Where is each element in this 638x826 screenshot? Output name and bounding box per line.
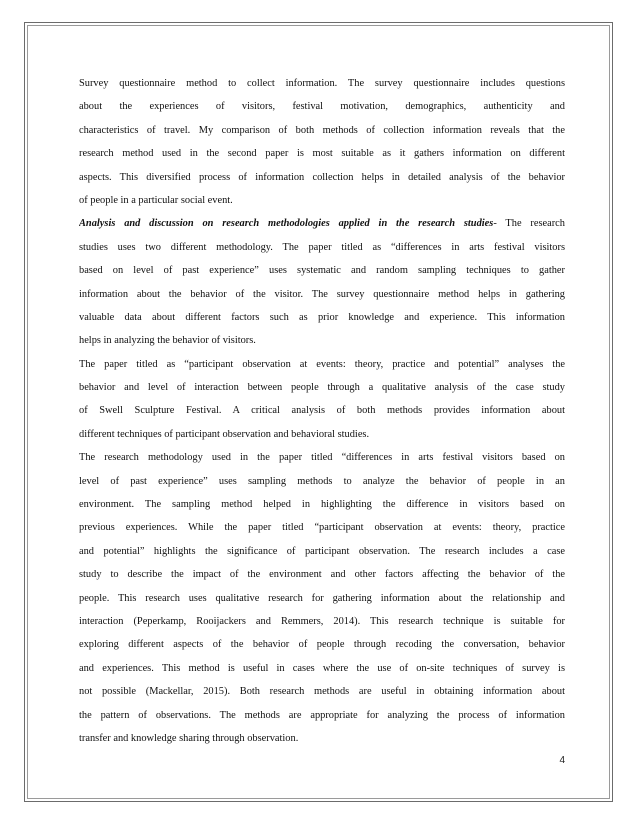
page-number: 4 xyxy=(559,755,565,766)
section-heading-line xyxy=(79,212,565,235)
text-line: aspects. This diversified process of information collection helps in detailed analysis of the behavior xyxy=(79,171,565,183)
text-line: interaction (Peperkamp, Rooijackers and Remmers, 2014). This research technique is suitable for xyxy=(79,615,565,627)
text-line: about the experiences of visitors, festival motivation, demographics, authenticity and xyxy=(79,101,565,113)
text-line: Survey questionnaire method to collect information. The survey questionnaire includes questions xyxy=(79,78,565,89)
text-line: environment. The sampling method helped in highlighting the difference in visitors based on xyxy=(79,499,565,511)
text-line: level of past experience” uses sampling methods to analyze the behavior of people in an xyxy=(79,475,565,487)
text-line: based on level of past experience” uses systematic and random sampling techniques to gather xyxy=(79,265,565,277)
text-line: information about the behavior of the visitor. The survey questionnaire method helps in gathering xyxy=(79,288,565,300)
text-line: of Swell Sculpture Festival. A critical analysis of both methods provides information about xyxy=(79,405,565,417)
text-line: different techniques of participant observation and behavioral studies. xyxy=(79,428,370,440)
text-fragment: - The research xyxy=(493,218,565,230)
text-line: characteristics of travel. My comparison of both methods of collection information reveals that the xyxy=(79,124,565,136)
text-line: the pattern of observations. The methods are appropriate for analyzing the process of information xyxy=(79,709,565,721)
text-line: study to describe the impact of the environment and other factors affecting the behavior of the xyxy=(79,569,565,581)
body-text xyxy=(79,72,565,750)
text-line: valuable data about different factors such as prior knowledge and experience. This information xyxy=(79,311,565,323)
text-line: of people in a particular social event. xyxy=(79,194,233,206)
text-line: and experiences. This method is useful in cases where the use of on-site techniques of survey is xyxy=(79,662,565,674)
text-line: not possible (Mackellar, 2015). Both research methods are useful in obtaining information about xyxy=(79,686,565,698)
text-line: behavior and level of interaction between people through a qualitative analysis of the case study xyxy=(79,382,565,394)
text-line: The research methodology used in the paper titled “differences in arts festival visitors based on xyxy=(79,452,565,464)
text-line: and potential” highlights the significance of participant observation. The research includes a case xyxy=(79,545,565,557)
text-line: studies uses two different methodology. The paper titled as “differences in arts festival visitors xyxy=(79,241,565,253)
text-line: exploring different aspects of the behavior of people through recoding the conversation, behavior xyxy=(79,639,565,651)
section-heading: Analysis and discussion on research methodologies applied in the research studies xyxy=(79,218,494,230)
text-line: The paper titled as “participant observation at events: theory, practice and potential” analyses the xyxy=(79,358,565,370)
text-line: transfer and knowledge sharing through observation. xyxy=(79,732,299,744)
text-line: previous experiences. While the paper titled “participant observation at events: theory, practice xyxy=(79,522,565,534)
text-line: research method used in the second paper is most suitable as it gathers information on different xyxy=(79,148,565,160)
text-line: people. This research uses qualitative research for gathering information about the relationship and xyxy=(79,592,565,604)
text-line: helps in analyzing the behavior of visitors. xyxy=(79,335,256,347)
